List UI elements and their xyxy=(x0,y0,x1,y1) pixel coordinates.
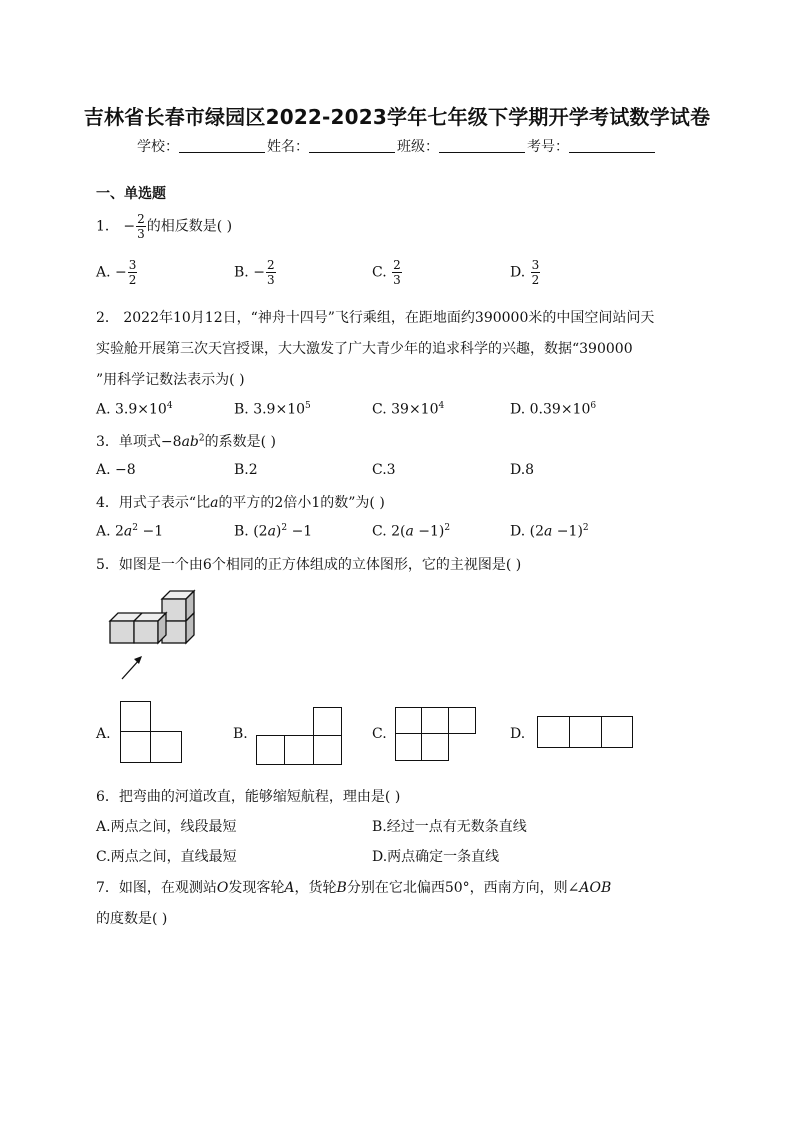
class-label: 班级： xyxy=(397,139,439,155)
q5-option-b-figure[interactable] xyxy=(256,707,342,765)
q4-opt-d-exp: 2 xyxy=(582,523,589,533)
q1-option-d[interactable] xyxy=(510,258,541,287)
student-info-line xyxy=(0,136,794,156)
q3-suffix: 的系数是( ) xyxy=(204,434,276,450)
q7-part-a: 7．如图，在观测站 xyxy=(96,880,217,896)
q2-opt-d-label: D. xyxy=(510,401,526,418)
q1-opt-b-sign: − xyxy=(253,264,265,281)
q4-opt-d-close: −1) xyxy=(552,523,583,540)
question-7-line-2: 的度数是( ) xyxy=(96,911,168,927)
q2-opt-d-exp: 6 xyxy=(590,401,597,411)
q4-opt-c-close: −1) xyxy=(413,523,445,540)
q7-part-c: ，货轮 xyxy=(294,880,337,896)
q2-line-2: 实验舱开展第三次天宫授课，大大激发了广大青少年的追求科学的兴趣，数据“390000 xyxy=(96,341,633,357)
q1-opt-a-d: 2 xyxy=(128,273,137,287)
q4-opt-c-var: a xyxy=(405,523,414,540)
q1-option-b[interactable] xyxy=(234,258,277,287)
q2-opt-c-label: C. xyxy=(372,401,387,418)
q3-option-c[interactable]: C.3 xyxy=(372,462,396,478)
q4-opt-c-exp: 2 xyxy=(444,523,451,533)
q4-opt-b-exp: 2 xyxy=(281,523,288,533)
q1-option-a[interactable] xyxy=(96,258,138,287)
q4-option-b[interactable] xyxy=(234,523,312,540)
q6-option-d[interactable]: D.两点确定一条直线 xyxy=(372,849,500,865)
q3-exp: 2 xyxy=(198,433,205,444)
q4-opt-d-var: a xyxy=(544,523,553,540)
q1-option-c[interactable] xyxy=(372,258,403,287)
q4-opt-b-var: a xyxy=(267,523,276,540)
question-7-line-1 xyxy=(96,877,611,897)
question-1 xyxy=(96,212,232,241)
q1-opt-a-label: A. xyxy=(96,264,111,281)
q7-var-b: B xyxy=(336,880,347,896)
q7-part-d: 分别在它北偏西50°，西南方向，则∠ xyxy=(346,880,580,896)
question-4 xyxy=(96,492,385,512)
q1-opt-a-frac xyxy=(128,258,138,287)
q1-opt-b-d: 3 xyxy=(266,273,275,287)
q2-opt-b-exp: 5 xyxy=(305,401,311,411)
q1-opt-d-frac xyxy=(531,258,541,287)
q1-opt-d-label: D. xyxy=(510,264,526,281)
q1-opt-a-sign: − xyxy=(115,264,127,281)
q1-opt-b-frac xyxy=(266,258,276,287)
q2-opt-a-exp: 4 xyxy=(166,401,173,411)
view-arrow-head xyxy=(134,656,142,664)
q2-option-a[interactable] xyxy=(96,401,173,418)
school-field[interactable] xyxy=(179,138,265,153)
page-title: 吉林省长春市绿园区2022-2023学年七年级下学期开学考试数学试卷 xyxy=(83,105,711,129)
q1-opt-c-label: C. xyxy=(372,264,387,281)
q2-opt-d-base: 0.39×10 xyxy=(529,401,591,418)
q6-option-a[interactable]: A.两点之间，线段最短 xyxy=(96,819,237,835)
q1-opt-b-n: 2 xyxy=(266,258,275,272)
cube-front-3 xyxy=(110,621,134,643)
q4-opt-a-2: −1 xyxy=(138,523,164,540)
q3-var-a: a xyxy=(181,434,190,450)
q4-opt-c-1: C. 2( xyxy=(372,523,406,540)
q5-option-a-figure[interactable] xyxy=(120,701,182,763)
number-field[interactable] xyxy=(569,138,655,153)
q1-fraction xyxy=(136,212,146,241)
q2-opt-a-label: A. xyxy=(96,401,111,418)
q1-suffix: 的相反数是( ) xyxy=(146,218,233,235)
q7-var-a: A xyxy=(284,880,295,896)
q3-prefix: 3．单项式 xyxy=(96,434,161,450)
q5-option-c-figure[interactable] xyxy=(395,707,476,761)
q4-option-d[interactable] xyxy=(510,523,589,540)
q3-option-b[interactable]: B.2 xyxy=(234,462,258,478)
class-field[interactable] xyxy=(439,138,525,153)
school-label: 学校： xyxy=(137,139,179,155)
q1-opt-d-n: 3 xyxy=(531,258,540,272)
question-3 xyxy=(96,431,276,451)
question-6: 6．把弯曲的河道改直，能够缩短航程，理由是( ) xyxy=(96,789,401,805)
q7-part-b: 发现客轮 xyxy=(228,880,285,896)
q1-opt-b-label: B. xyxy=(234,264,249,281)
cube-front-4 xyxy=(134,621,158,643)
question-5: 5．如图是一个由6个相同的正方体组成的立体图形，它的主视图是( ) xyxy=(96,557,522,573)
q4-opt-b-1: B. (2 xyxy=(234,523,268,540)
q2-line-3: ”用科学记数法表示为( ) xyxy=(96,372,245,388)
q6-option-c[interactable]: C.两点之间，直线最短 xyxy=(96,849,237,865)
q5-option-c-label[interactable]: C. xyxy=(372,726,387,742)
q1-number: 1． xyxy=(96,218,119,235)
q4-opt-b-2: −1 xyxy=(287,523,313,540)
q2-option-b[interactable] xyxy=(234,401,311,418)
q1-opt-d-d: 2 xyxy=(531,273,540,287)
q1-opt-c-frac xyxy=(392,258,402,287)
q4-opt-a-var: a xyxy=(123,523,133,540)
q7-angle: AOB xyxy=(579,880,612,896)
q4-prefix: 4．用式子表示“比 xyxy=(96,495,211,511)
q4-opt-d-1: D. (2 xyxy=(510,523,544,540)
q2-opt-b-label: B. xyxy=(234,401,249,418)
q1-numerator: 2 xyxy=(137,212,145,226)
q4-var: a xyxy=(210,495,219,511)
q4-opt-a-1: A. 2 xyxy=(96,523,124,540)
q2-option-d[interactable] xyxy=(510,401,596,418)
q5-option-b-label[interactable]: B. xyxy=(233,726,248,742)
q1-opt-a-n: 3 xyxy=(128,258,137,272)
q3-option-d[interactable]: D.8 xyxy=(510,462,535,478)
q1-denominator: 3 xyxy=(137,227,145,241)
q4-option-a[interactable] xyxy=(96,523,163,540)
q2-opt-c-exp: 4 xyxy=(438,401,445,411)
q2-line-1: 2． 2022年10月12日，“神舟十四号”飞行乘组，在距地面约390000米的中国空间站问天 xyxy=(96,310,655,326)
q1-opt-c-d: 3 xyxy=(393,273,401,287)
q6-option-b[interactable]: B.经过一点有无数条直线 xyxy=(372,819,527,835)
q5-option-d-figure[interactable] xyxy=(537,716,633,748)
name-label: 姓名： xyxy=(267,139,309,155)
q4-option-c[interactable] xyxy=(372,523,450,540)
section-heading: 一、单选题 xyxy=(96,186,166,202)
q4-opt-b-close: ) xyxy=(275,523,282,540)
cube-figure xyxy=(100,585,210,685)
q4-opt-a-exp: 2 xyxy=(132,523,139,533)
q1-sign: − xyxy=(123,218,136,235)
q2-option-c[interactable] xyxy=(372,401,444,418)
q1-opt-c-n: 2 xyxy=(393,258,401,272)
q5-option-d-label[interactable]: D. xyxy=(510,726,526,742)
q2-opt-a-base: 3.9×10 xyxy=(115,401,167,418)
q2-opt-b-base: 3.9×10 xyxy=(253,401,306,418)
q3-option-a[interactable]: A. −8 xyxy=(96,462,136,478)
q5-option-a-label[interactable]: A. xyxy=(96,726,111,742)
name-field[interactable] xyxy=(309,138,395,153)
q4-suffix: 的平方的2倍小1的数”为( ) xyxy=(218,495,385,511)
q3-coef: −8 xyxy=(160,434,182,450)
q2-opt-c-base: 39×10 xyxy=(391,401,439,418)
q7-var-o: O xyxy=(216,880,229,896)
q3-var-b: b xyxy=(189,434,199,450)
number-label: 考号： xyxy=(527,139,569,155)
